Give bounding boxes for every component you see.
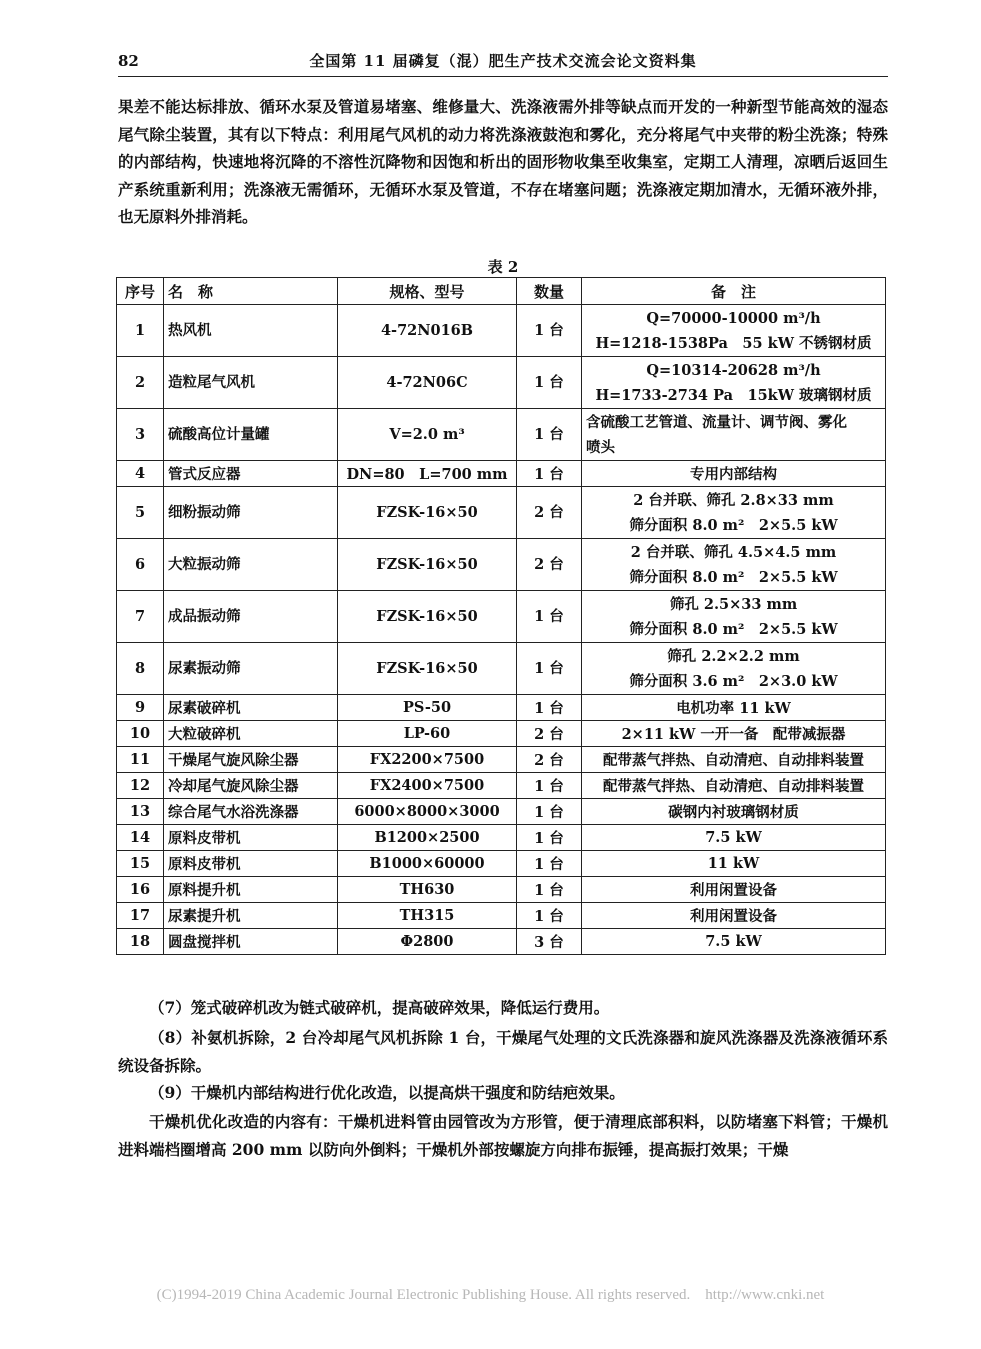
running-header: [118, 50, 888, 77]
cell-name: 原料提升机: [164, 877, 338, 903]
cell-note: [582, 305, 886, 357]
cell-no: 6: [117, 539, 164, 591]
note-line-1: 2 台并联、筛孔 2.8×33 mm: [633, 491, 834, 509]
cell-no: 15: [117, 851, 164, 877]
page-number: 82: [118, 52, 139, 70]
cell-name: 大粒振动筛: [164, 539, 338, 591]
table-row: [117, 825, 886, 851]
note-line-1: 2 台并联、筛孔 4.5×4.5 mm: [630, 543, 837, 561]
cell-no: 9: [117, 695, 164, 721]
cell-name: 尿素破碎机: [164, 695, 338, 721]
note-line-1: 含硫酸工艺管道、流量计、调节阀、雾化: [586, 413, 847, 431]
cell-name: 综合尾气水浴洗涤器: [164, 799, 338, 825]
cell-note: [582, 591, 886, 643]
cell-qty: 2 台: [517, 539, 582, 591]
cell-no: 8: [117, 643, 164, 695]
cell-note: [582, 357, 886, 409]
cell-note: [582, 643, 886, 695]
note-line-1: 筛孔 2.5×33 mm: [669, 595, 798, 613]
cell-no: 12: [117, 773, 164, 799]
cell-name: 原料皮带机: [164, 851, 338, 877]
cell-no: 4: [117, 461, 164, 487]
note-line-1: Q=10314-20628 m³/h: [646, 361, 821, 379]
paragraph-10: 干燥机优化改造的内容有：干燥机进料管由园管改为方形管，便于清理底部积料，以防堵塞下料管；干燥机进料端档圈增高 200 mm 以防向外倒料；干燥机外部按螺旋方向排布振锤，提高振打效果；干燥: [118, 1112, 888, 1159]
cell-qty: 1 台: [517, 773, 582, 799]
paragraph-9: （9）干燥机内部结构进行优化改造，以提高烘干强度和防结疤效果。: [149, 1083, 625, 1102]
cell-note: 碳钢内衬玻璃钢材质: [582, 799, 886, 825]
cell-spec: LP-60: [338, 721, 517, 747]
equipment-table: [116, 277, 886, 955]
cell-note: 利用闲置设备: [582, 877, 886, 903]
cell-qty: 1 台: [517, 461, 582, 487]
copyright-footer: (C)1994-2019 China Academic Journal Electronic Publishing House. All rights reserved. http://www.cnki.net: [156, 1287, 825, 1303]
cell-no: 16: [117, 877, 164, 903]
cell-name: 管式反应器: [164, 461, 338, 487]
note-line-2: 筛分面积 8.0 m² 2×5.5 kW: [629, 620, 838, 638]
cell-spec: Φ2800: [338, 929, 517, 955]
cell-no: 14: [117, 825, 164, 851]
table-row: [117, 357, 886, 409]
cell-name: 圆盘搅拌机: [164, 929, 338, 955]
paragraph-8: （8）补氨机拆除，2 台冷却尾气风机拆除 1 台，干燥尾气处理的文氏洗涤器和旋风洗涤器及洗涤液循环系统设备拆除。: [118, 1028, 888, 1075]
note-line-2: 筛分面积 8.0 m² 2×5.5 kW: [629, 568, 838, 586]
cell-name: 细粉振动筛: [164, 487, 338, 539]
cell-note: 电机功率 11 kW: [582, 695, 886, 721]
cell-no: 17: [117, 903, 164, 929]
cell-note: 配带蒸气拌热、自动清疤、自动排料装置: [582, 747, 886, 773]
table-row: [117, 929, 886, 955]
cell-spec: PS-50: [338, 695, 517, 721]
cell-qty: 1 台: [517, 903, 582, 929]
table-row: [117, 305, 886, 357]
table-row: [117, 773, 886, 799]
note-line-2: 喷头: [586, 438, 615, 456]
cell-qty: 1 台: [517, 877, 582, 903]
cell-spec: FZSK-16×50: [338, 487, 517, 539]
table-row: [117, 409, 886, 461]
cell-note: 利用闲置设备: [582, 903, 886, 929]
cell-note: 11 kW: [582, 851, 886, 877]
cell-name: 尿素振动筛: [164, 643, 338, 695]
cell-note: 专用内部结构: [582, 461, 886, 487]
cell-qty: 2 台: [517, 487, 582, 539]
note-line-1: Q=70000-10000 m³/h: [646, 309, 821, 327]
note-line-2: H=1218-1538Pa 55 kW 不锈钢材质: [595, 334, 872, 352]
cell-name: 热风机: [164, 305, 338, 357]
cell-note: [582, 539, 886, 591]
table-row: [117, 461, 886, 487]
cell-name: 大粒破碎机: [164, 721, 338, 747]
table-row: [117, 643, 886, 695]
cell-qty: 1 台: [517, 851, 582, 877]
cell-name: 尿素提升机: [164, 903, 338, 929]
table-row: [117, 851, 886, 877]
cell-note: 配带蒸气拌热、自动清疤、自动排料装置: [582, 773, 886, 799]
cell-qty: 1 台: [517, 825, 582, 851]
header-spec: 规格、型号: [338, 278, 517, 305]
cell-qty: 1 台: [517, 305, 582, 357]
paragraph-7: （7）笼式破碎机改为链式破碎机，提高破碎效果，降低运行费用。: [149, 998, 610, 1017]
cell-note: [582, 487, 886, 539]
cell-name: 冷却尾气旋风除尘器: [164, 773, 338, 799]
cell-no: 2: [117, 357, 164, 409]
intro-paragraph: 果差不能达标排放、循环水泵及管道易堵塞、维修量大、洗涤液需外排等缺点而开发的一种新型节能高效的湿态尾气除尘装置，其有以下特点：利用尾气风机的动力将洗涤液鼓泡和雾化，充分将尾气中夹带的粉尘洗涤；特殊的内部结构，快速地将沉降的不溶性沉降物和因饱和析出的固形物收集至收集室，定期工人清理，凉晒后返回生产系统重新利用；洗涤液无需循环，无循环水泵及管道，不存在堵塞问题；洗涤液定期加清水，无循环液外排，也无原料外排消耗。: [118, 97, 888, 226]
table-row: [117, 903, 886, 929]
cell-no: 5: [117, 487, 164, 539]
cell-qty: 1 台: [517, 695, 582, 721]
cell-spec: B1200×2500: [338, 825, 517, 851]
cell-name: 造粒尾气风机: [164, 357, 338, 409]
cell-no: 13: [117, 799, 164, 825]
cell-qty: 2 台: [517, 721, 582, 747]
cell-spec: V=2.0 m³: [338, 409, 517, 461]
cell-qty: 1 台: [517, 643, 582, 695]
table-header-row: [117, 278, 886, 305]
cell-no: 1: [117, 305, 164, 357]
cell-spec: 4-72N06C: [338, 357, 517, 409]
note-line-2: 筛分面积 8.0 m² 2×5.5 kW: [629, 516, 838, 534]
header-qty: 数量: [517, 278, 582, 305]
cell-qty: 1 台: [517, 409, 582, 461]
cell-note: 2×11 kW 一开一备 配带减振器: [582, 721, 886, 747]
cell-no: 10: [117, 721, 164, 747]
header-name: 名 称: [164, 278, 338, 305]
note-line-1: 筛孔 2.2×2.2 mm: [667, 647, 800, 665]
table-row: [117, 799, 886, 825]
cell-qty: 2 台: [517, 747, 582, 773]
note-line-2: 筛分面积 3.6 m² 2×3.0 kW: [629, 672, 838, 690]
cell-name: 成品振动筛: [164, 591, 338, 643]
table-row: [117, 487, 886, 539]
cell-spec: FZSK-16×50: [338, 591, 517, 643]
table-row: [117, 591, 886, 643]
note-line-2: H=1733-2734 Pa 15kW 玻璃钢材质: [595, 386, 872, 404]
header-no: 序号: [117, 278, 164, 305]
cell-name: 干燥尾气旋风除尘器: [164, 747, 338, 773]
cell-note: 7.5 kW: [582, 929, 886, 955]
cell-no: 11: [117, 747, 164, 773]
cell-spec: DN=80 L=700 mm: [338, 461, 517, 487]
cell-spec: TH315: [338, 903, 517, 929]
cell-spec: 4-72N016B: [338, 305, 517, 357]
cell-spec: FX2200×7500: [338, 747, 517, 773]
table-title: 表 2: [487, 258, 519, 276]
cell-no: 3: [117, 409, 164, 461]
cell-qty: 1 台: [517, 799, 582, 825]
cell-qty: 3 台: [517, 929, 582, 955]
cell-spec: 6000×8000×3000: [338, 799, 517, 825]
cell-name: 原料皮带机: [164, 825, 338, 851]
cell-note: 7.5 kW: [582, 825, 886, 851]
cell-spec: TH630: [338, 877, 517, 903]
cell-spec: FZSK-16×50: [338, 539, 517, 591]
journal-title: 全国第 11 届磷复（混）肥生产技术交流会论文资料集: [309, 52, 697, 70]
table-row: [117, 695, 886, 721]
table-row: [117, 721, 886, 747]
cell-no: 7: [117, 591, 164, 643]
cell-note: [582, 409, 886, 461]
cell-no: 18: [117, 929, 164, 955]
cell-qty: 1 台: [517, 357, 582, 409]
table-row: [117, 747, 886, 773]
cell-name: 硫酸高位计量罐: [164, 409, 338, 461]
cell-spec: B1000×60000: [338, 851, 517, 877]
cell-qty: 1 台: [517, 591, 582, 643]
table-row: [117, 539, 886, 591]
header-note: 备 注: [582, 278, 886, 305]
table-row: [117, 877, 886, 903]
cell-spec: FZSK-16×50: [338, 643, 517, 695]
cell-spec: FX2400×7500: [338, 773, 517, 799]
